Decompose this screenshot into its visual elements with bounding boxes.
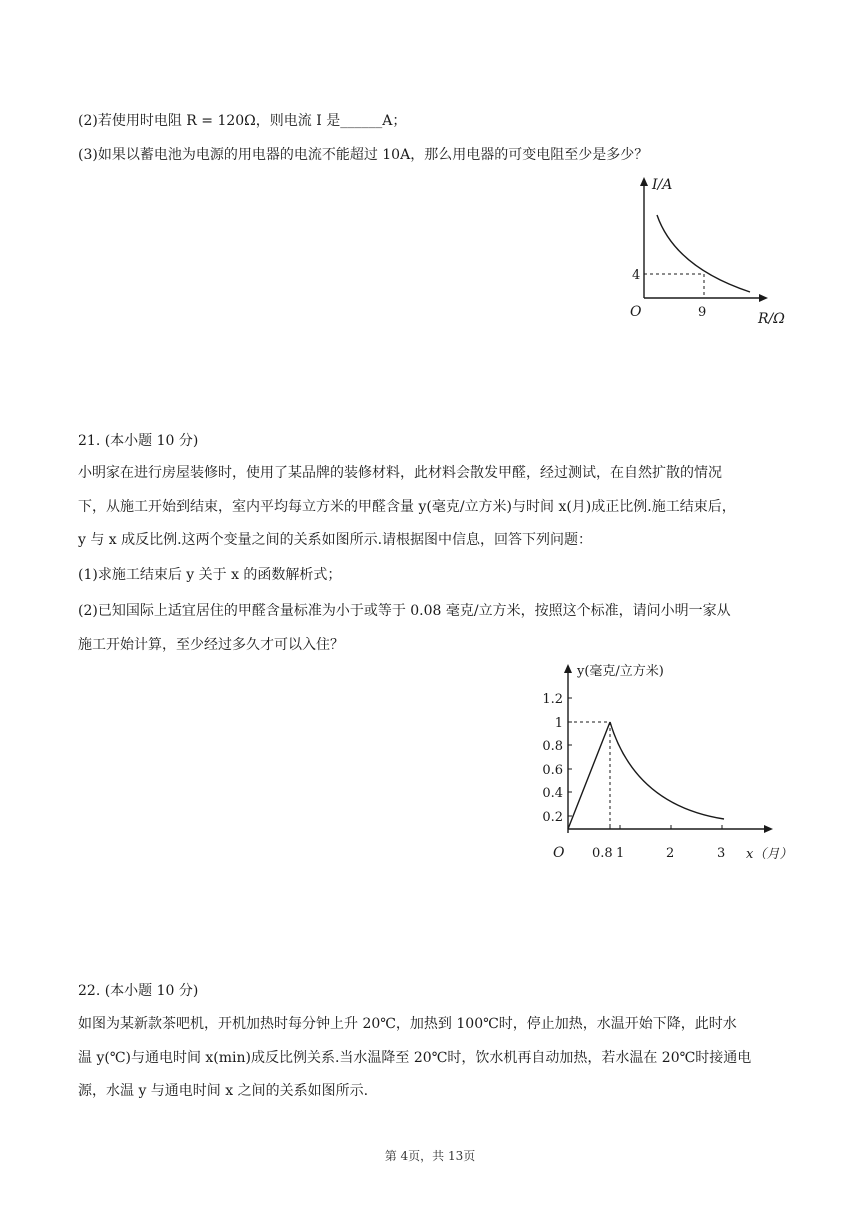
origin-label: O xyxy=(630,304,642,320)
origin-label: O xyxy=(553,845,565,861)
q20-part2: (2)若使用时电阻 R = 120Ω，则电流 I 是______A； xyxy=(78,113,407,129)
x-tick-2: 2 xyxy=(666,846,675,861)
proportional-segment xyxy=(568,722,610,829)
y-tick-0.6: 0.6 xyxy=(542,763,563,778)
q22-header: 22. (本小题 10 分) xyxy=(78,983,199,999)
q22-line2: 温 y(℃)与通电时间 x(min)成反比例关系.当水温降至 20℃时，饮水机再自动加热，若水温在 20℃时接通电 xyxy=(78,1050,752,1066)
page-footer: 第 4页，共 13页 xyxy=(384,1149,476,1163)
y-tick-0.4: 0.4 xyxy=(542,786,563,801)
y-axis-label: I/A xyxy=(652,177,673,193)
y-axis-label: y(毫克/立方米) xyxy=(577,664,664,679)
q21-line3: y 与 x 成反比例.这两个变量之间的关系如图所示.请根据图中信息，回答下列问题： xyxy=(78,532,593,548)
q22-line3: 源，水温 y 与通电时间 x 之间的关系如图所示. xyxy=(78,1083,369,1099)
x-tick-3: 3 xyxy=(717,846,726,861)
q21-line1: 小明家在进行房屋装修时，使用了某品牌的装修材料，此材料会散发甲醛，经过测试，在自然扩散的情况 xyxy=(78,465,722,481)
x-tick-1: 1 xyxy=(616,846,625,861)
q21-part1: (1)求施工结束后 y 关于 x 的函数解析式； xyxy=(78,567,342,583)
x-axis-label: R/Ω xyxy=(758,311,785,327)
y-tick-1: 1 xyxy=(554,716,563,731)
x-tick-9: 9 xyxy=(698,305,707,320)
x-axis-label: x（月） xyxy=(746,847,793,862)
y-tick-4: 4 xyxy=(632,268,641,283)
inverse-curve xyxy=(610,722,724,819)
q21-header: 21. (本小题 10 分) xyxy=(78,433,199,449)
x-tick-0.8: 0.8 xyxy=(592,846,613,861)
q22-line1: 如图为某新款茶吧机，开机加热时每分钟上升 20℃，加热到 100℃时，停止加热，水温开始下降，此时水 xyxy=(78,1016,737,1032)
q21-line2: 下，从施工开始到结束，室内平均每立方米的甲醛含量 y(毫克/立方米)与时间 x(月)成正比例.施工结束后， xyxy=(78,499,736,515)
current-resistance-graph xyxy=(620,172,800,328)
y-tick-1.2: 1.2 xyxy=(542,692,563,707)
q21-part2-line1: (2)已知国际上适宜居住的甲醛含量标准为小于或等于 0.08 毫克/立方米，按照这个标准，请问小明一家从 xyxy=(78,603,731,619)
y-tick-0.2: 0.2 xyxy=(542,810,563,825)
q21-part2-line2: 施工开始计算，至少经过多久才可以入住？ xyxy=(78,637,344,653)
q20-part3: (3)如果以蓄电池为电源的用电器的电流不能超过 10A，那么用电器的可变电阻至少是多少？ xyxy=(78,147,649,163)
formaldehyde-graph xyxy=(535,655,795,870)
y-tick-0.8: 0.8 xyxy=(542,739,563,754)
